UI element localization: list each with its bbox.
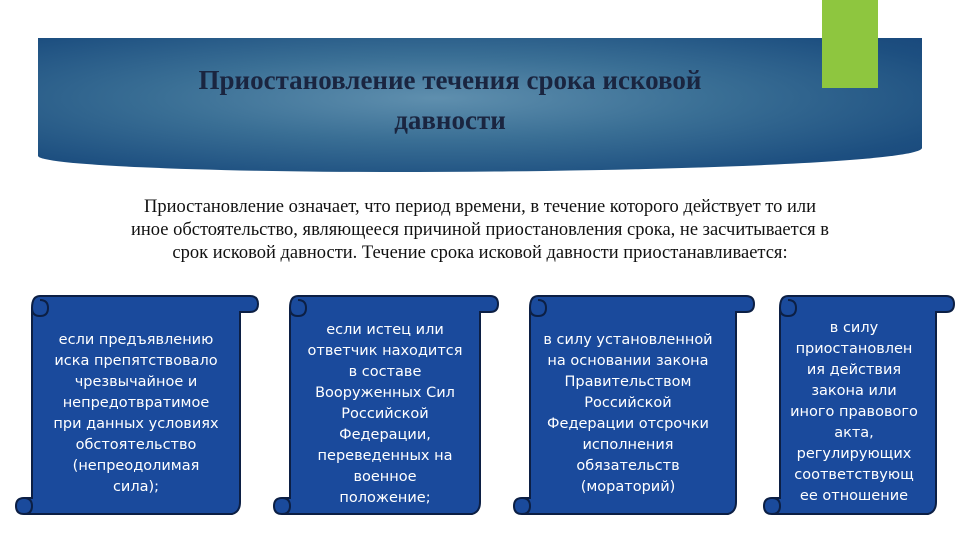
accent-bar [822,0,878,88]
scroll-text-4: в силу приостановлен ия действия закона или иного правового акта, регулирующих соответствующ ее отношение [790,320,918,504]
intro-line-2: иное обстоятельство, являющееся причиной приостановления срока, не засчитывается в [130,220,830,240]
title-line-2: давности [394,105,506,135]
scroll-card-3 [510,294,756,526]
scroll-text-2: если истец или ответчик находится в составе Вооруженных Сил Российской Федерации, переведенных на военное положение; [307,322,463,506]
title-line-1: Приостановление течения срока исковой [198,65,702,95]
intro-text [14,196,946,265]
scroll-card-2 [270,294,500,526]
scroll-text-1: если предъявлению иска препятствовало чрезвычайное и непредотвратимое при данных условиях обстоятельство (непреодолимая сила); [53,332,219,495]
intro-line-3: срок исковой давности. Течение срока исковой давности приостанавливается: [172,243,788,263]
scroll-card-4 [760,294,956,526]
scroll-text-3: в силу установленной на основании закона Правительством Российской Федерации отсрочки исполнения обязательств (мораторий) [543,332,713,495]
scroll-card-1 [12,294,260,526]
intro-line-1: Приостановление означает, что период времени, в течение которого действует то или [143,197,817,217]
slide-title [80,60,820,140]
